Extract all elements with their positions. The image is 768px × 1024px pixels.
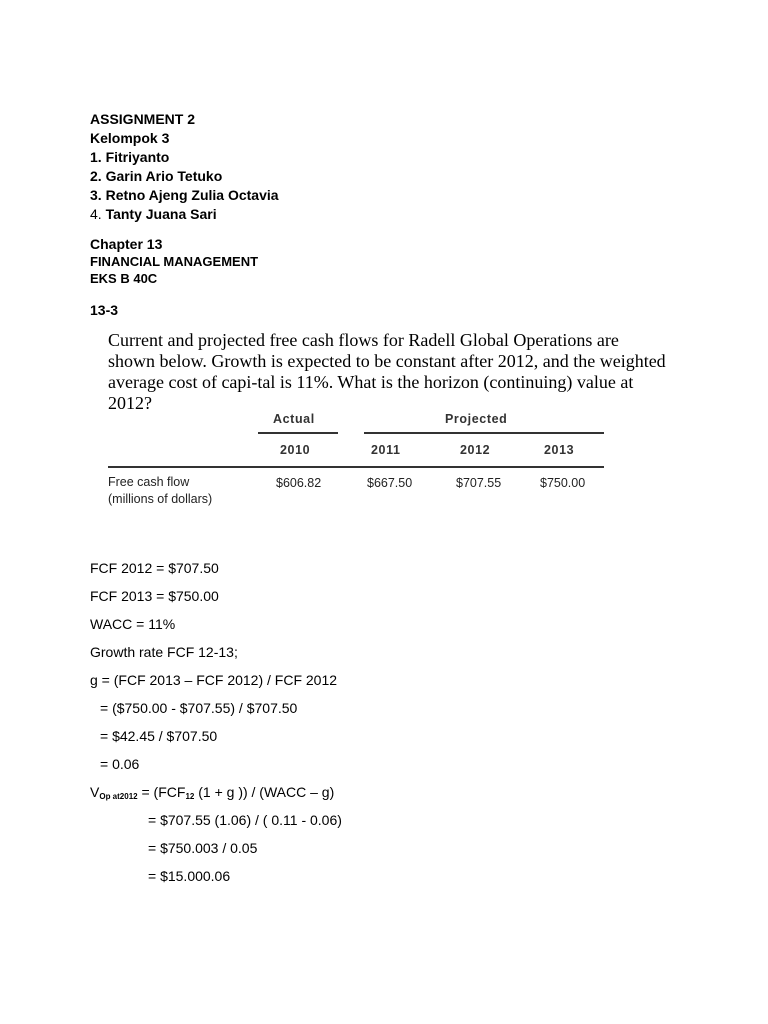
solution-line: Growth rate FCF 12-13; bbox=[90, 644, 238, 660]
year-header: 2011 bbox=[371, 443, 401, 457]
member-number: 1. bbox=[90, 149, 102, 165]
member-name: Fitriyanto bbox=[105, 149, 170, 165]
year-header: 2010 bbox=[280, 443, 311, 457]
solution-line: WACC = 11% bbox=[90, 616, 176, 632]
solution-line: FCF 2013 = $750.00 bbox=[90, 588, 219, 604]
formula-part: (1 + g )) / (WACC – g) bbox=[194, 784, 335, 800]
problem-text: Current and projected free cash flows for Radell Global Operations are shown below. Growth is expected to be constant after 2012, and the weighted average cost of capi-tal is 11%. What is the horizon (continuing) value at 2012? bbox=[108, 330, 666, 413]
member-number: 3. bbox=[90, 187, 102, 203]
fcf-table bbox=[108, 406, 608, 516]
fcf-value: $667.50 bbox=[367, 476, 413, 490]
chapter-block bbox=[90, 236, 258, 287]
group-header-projected: Projected bbox=[445, 412, 508, 426]
formula-subscript: Op at2012 bbox=[99, 792, 138, 801]
member-3 bbox=[90, 186, 279, 205]
row-label-line: (millions of dollars) bbox=[108, 492, 213, 506]
member-2 bbox=[90, 167, 279, 186]
year-header: 2013 bbox=[544, 443, 575, 457]
solution-line: = ($750.00 - $707.55) / $707.50 bbox=[100, 700, 298, 716]
member-number: 4. bbox=[90, 206, 102, 222]
member-name: Tanty Juana Sari bbox=[105, 206, 217, 222]
solution-line: FCF 2012 = $707.50 bbox=[90, 560, 219, 576]
member-1 bbox=[90, 148, 279, 167]
solution-line: = $15.000.06 bbox=[148, 868, 231, 884]
solution-line: = $750.003 / 0.05 bbox=[148, 840, 258, 856]
formula-part: = (FCF bbox=[137, 784, 186, 800]
actual-rule bbox=[258, 432, 338, 434]
member-number: 2. bbox=[90, 168, 102, 184]
projected-rule bbox=[364, 432, 604, 434]
formula-subscript: 12 bbox=[185, 792, 195, 801]
member-name: Garin Ario Tetuko bbox=[105, 168, 223, 184]
row-label bbox=[108, 474, 212, 508]
formula-v: V bbox=[90, 784, 100, 800]
group-name: Kelompok 3 bbox=[90, 130, 170, 146]
solution-line: = $42.45 / $707.50 bbox=[100, 728, 218, 744]
group-header-actual: Actual bbox=[273, 412, 315, 426]
solution-line: g = (FCF 2013 – FCF 2012) / FCF 2012 bbox=[90, 672, 338, 688]
solution-line: = $707.55 (1.06) / ( 0.11 - 0.06) bbox=[148, 812, 342, 828]
assignment-title: ASSIGNMENT 2 bbox=[90, 111, 196, 127]
member-name: Retno Ajeng Zulia Octavia bbox=[105, 187, 279, 203]
header-block bbox=[90, 110, 279, 224]
row-label-line: Free cash flow bbox=[108, 475, 190, 489]
chapter-title: Chapter 13 bbox=[90, 236, 163, 252]
course-name: FINANCIAL MANAGEMENT bbox=[90, 254, 259, 269]
solution-line: = 0.06 bbox=[100, 756, 140, 772]
member-4 bbox=[90, 205, 279, 224]
formula-line bbox=[90, 784, 334, 801]
problem-number: 13-3 bbox=[90, 302, 119, 318]
year-header: 2012 bbox=[460, 443, 491, 457]
fcf-value: $750.00 bbox=[540, 476, 586, 490]
fcf-value: $707.55 bbox=[456, 476, 502, 490]
header-rule bbox=[108, 466, 604, 468]
class-name: EKS B 40C bbox=[90, 271, 158, 286]
fcf-value: $606.82 bbox=[276, 476, 322, 490]
